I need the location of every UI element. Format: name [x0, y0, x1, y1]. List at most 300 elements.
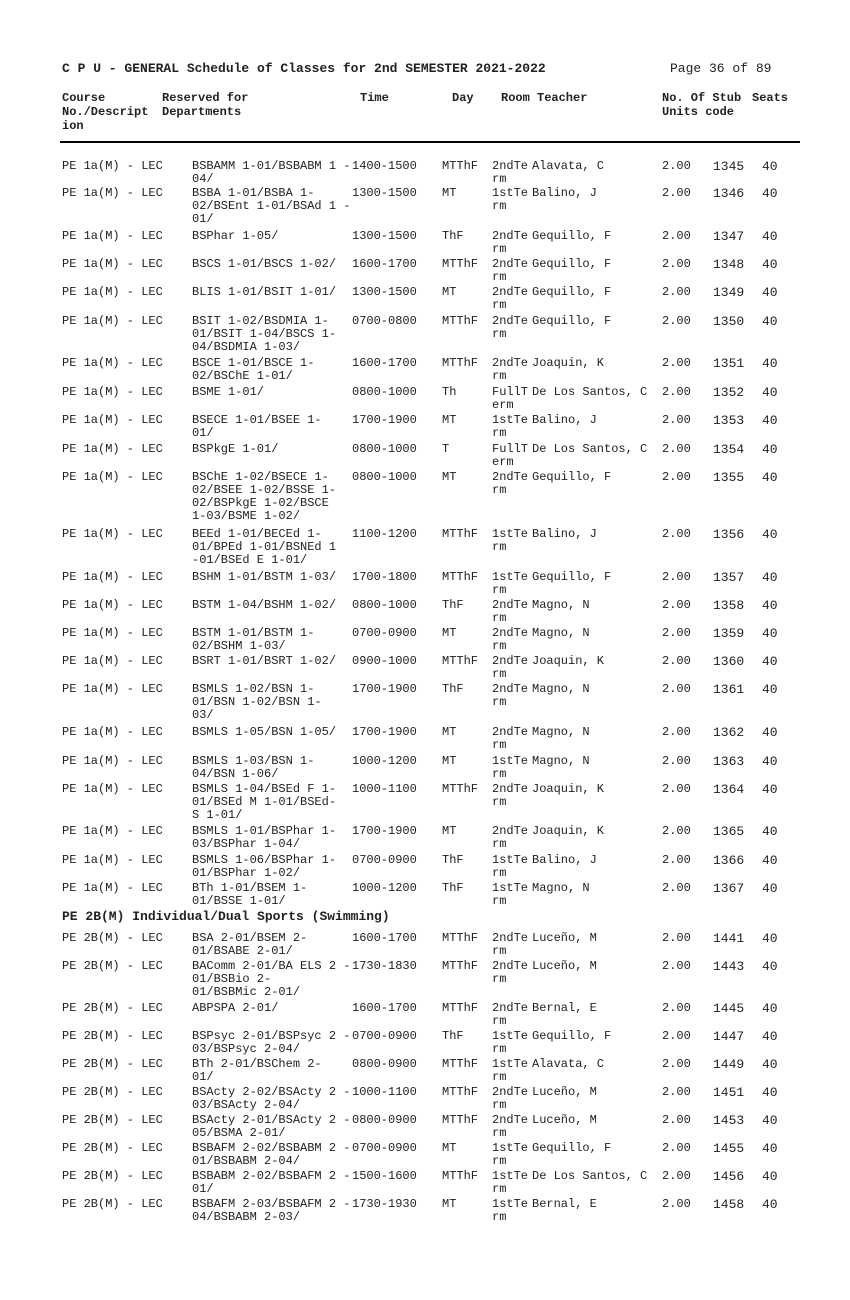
cell-time: 0800-0900	[352, 1113, 417, 1127]
cell-day: MTThF	[442, 1169, 479, 1183]
cell-course: PE 1a(M) - LEC	[62, 782, 163, 796]
col-header-day: Day	[452, 91, 474, 105]
cell-reserved: BSBAFM 2-03/BSBAFM 2 -04/BSBABM 2-03/	[192, 1197, 351, 1224]
cell-seats: 40	[762, 159, 778, 174]
cell-seats: 40	[762, 186, 778, 201]
cell-reserved: BTh 1-01/BSEM 1- 01/BSSE 1-01/	[192, 881, 308, 908]
cell-time: 1600-1700	[352, 257, 417, 271]
cell-room: FullTerm	[492, 385, 529, 412]
cell-teacher: Balino, J	[532, 186, 597, 200]
cell-room: 1stTerm	[492, 186, 529, 213]
cell-course: PE 2B(M) - LEC	[62, 1197, 163, 1211]
cell-room: 1stTerm	[492, 1197, 529, 1224]
cell-course: PE 2B(M) - LEC	[62, 931, 163, 945]
cell-room: 1stTerm	[492, 853, 529, 880]
cell-reserved: BSPkgE 1-01/	[192, 442, 279, 456]
cell-units: 2.00	[662, 782, 691, 796]
cell-reserved: BSRT 1-01/BSRT 1-02/	[192, 654, 337, 668]
cell-room: 2ndTerm	[492, 1001, 529, 1028]
cell-course: PE 2B(M) - LEC	[62, 959, 163, 973]
cell-units: 2.00	[662, 385, 691, 399]
cell-reserved: BSTM 1-04/BSHM 1-02/	[192, 598, 337, 612]
cell-code: 1346	[713, 186, 745, 201]
cell-course: PE 1a(M) - LEC	[62, 257, 163, 271]
cell-seats: 40	[762, 754, 778, 769]
cell-reserved: BSCE 1-01/BSCE 1- 02/BSChE 1-01/	[192, 356, 315, 383]
cell-units: 2.00	[662, 881, 691, 895]
cell-time: 1700-1900	[352, 682, 417, 696]
cell-code: 1366	[713, 853, 745, 868]
cell-teacher: Gequillo, F	[532, 285, 612, 299]
cell-reserved: BSCS 1-01/BSCS 1-02/	[192, 257, 337, 271]
cell-reserved: BSMLS 1-01/BSPhar 1- 03/BSPhar 1-04/	[192, 824, 337, 851]
cell-room: 2ndTerm	[492, 626, 529, 653]
cell-code: 1348	[713, 257, 745, 272]
col-header-units-code: No. Of Stub Units code	[662, 91, 742, 119]
cell-seats: 40	[762, 570, 778, 585]
cell-day: MT	[442, 413, 457, 427]
cell-course: PE 1a(M) - LEC	[62, 853, 163, 867]
cell-time: 0800-1000	[352, 598, 417, 612]
cell-units: 2.00	[662, 598, 691, 612]
cell-day: MTThF	[442, 159, 479, 173]
cell-teacher: Magno, N	[532, 881, 590, 895]
cell-seats: 40	[762, 470, 778, 485]
cell-room: 2ndTerm	[492, 959, 529, 986]
cell-units: 2.00	[662, 754, 691, 768]
cell-seats: 40	[762, 881, 778, 896]
cell-units: 2.00	[662, 1001, 691, 1015]
cell-reserved: ABPSPA 2-01/	[192, 1001, 279, 1015]
cell-code: 1350	[713, 314, 745, 329]
cell-time: 1700-1900	[352, 824, 417, 838]
cell-reserved: BSA 2-01/BSEM 2- 01/BSABE 2-01/	[192, 931, 308, 958]
cell-seats: 40	[762, 1197, 778, 1212]
cell-reserved: BSActy 2-02/BSActy 2 -03/BSActy 2-04/	[192, 1085, 351, 1112]
cell-units: 2.00	[662, 442, 691, 456]
cell-code: 1355	[713, 470, 745, 485]
cell-time: 1500-1600	[352, 1169, 417, 1183]
cell-day: MTThF	[442, 654, 479, 668]
cell-units: 2.00	[662, 1197, 691, 1211]
cell-day: MTThF	[442, 356, 479, 370]
cell-room: 1stTerm	[492, 1169, 529, 1196]
cell-room: 2ndTerm	[492, 1113, 529, 1140]
cell-units: 2.00	[662, 186, 691, 200]
cell-units: 2.00	[662, 1057, 691, 1071]
cell-reserved: BSMLS 1-04/BSEd F 1- 01/BSEd M 1-01/BSEd- S 1-01/	[192, 782, 337, 822]
cell-teacher: Balino, J	[532, 413, 597, 427]
cell-room: 2ndTerm	[492, 824, 529, 851]
cell-seats: 40	[762, 824, 778, 839]
col-header-course: Course No./Descript ion	[62, 91, 149, 133]
cell-seats: 40	[762, 285, 778, 300]
cell-seats: 40	[762, 598, 778, 613]
cell-seats: 40	[762, 314, 778, 329]
cell-teacher: Joaquin, K	[532, 356, 605, 370]
cell-time: 1700-1900	[352, 725, 417, 739]
cell-teacher: Balino, J	[532, 853, 597, 867]
cell-units: 2.00	[662, 1085, 691, 1099]
cell-day: MT	[442, 186, 457, 200]
cell-code: 1349	[713, 285, 745, 300]
cell-time: 0800-1000	[352, 442, 417, 456]
cell-seats: 40	[762, 725, 778, 740]
cell-teacher: De Los Santos, C	[532, 1169, 648, 1183]
cell-day: MTThF	[442, 782, 479, 796]
cell-time: 1300-1500	[352, 285, 417, 299]
cell-day: MTThF	[442, 314, 479, 328]
cell-code: 1456	[713, 1169, 745, 1184]
col-header-reserved: Reserved for Departments	[162, 91, 249, 119]
cell-room: 1stTerm	[492, 1029, 529, 1056]
cell-time: 1600-1700	[352, 931, 417, 945]
cell-day: MTThF	[442, 1057, 479, 1071]
cell-teacher: Gequillo, F	[532, 1141, 612, 1155]
cell-teacher: Joaquin, K	[532, 824, 605, 838]
cell-day: MT	[442, 626, 457, 640]
cell-units: 2.00	[662, 314, 691, 328]
cell-course: PE 1a(M) - LEC	[62, 413, 163, 427]
cell-code: 1358	[713, 598, 745, 613]
cell-seats: 40	[762, 1113, 778, 1128]
cell-seats: 40	[762, 527, 778, 542]
cell-time: 1730-1830	[352, 959, 417, 973]
cell-seats: 40	[762, 959, 778, 974]
cell-units: 2.00	[662, 257, 691, 271]
cell-reserved: BSChE 1-02/BSECE 1- 02/BSEE 1-02/BSSE 1- 02/BSPkgE 1-02/BSCE 1-03/BSME 1-02/	[192, 470, 337, 523]
cell-units: 2.00	[662, 931, 691, 945]
cell-day: MTThF	[442, 1001, 479, 1015]
cell-course: PE 1a(M) - LEC	[62, 229, 163, 243]
cell-teacher: Gequillo, F	[532, 470, 612, 484]
cell-teacher: Gequillo, F	[532, 257, 612, 271]
cell-time: 0800-0900	[352, 1057, 417, 1071]
cell-course: PE 1a(M) - LEC	[62, 754, 163, 768]
cell-day: ThF	[442, 881, 464, 895]
cell-course: PE 1a(M) - LEC	[62, 626, 163, 640]
cell-teacher: De Los Santos, C	[532, 385, 648, 399]
cell-teacher: De Los Santos, C	[532, 442, 648, 456]
cell-reserved: BSECE 1-01/BSEE 1- 01/	[192, 413, 322, 440]
cell-course: PE 1a(M) - LEC	[62, 570, 163, 584]
cell-time: 0900-1000	[352, 654, 417, 668]
cell-code: 1449	[713, 1057, 745, 1072]
cell-reserved: BSBABM 2-02/BSBAFM 2 -01/	[192, 1169, 351, 1196]
cell-time: 1000-1100	[352, 1085, 417, 1099]
cell-code: 1441	[713, 931, 745, 946]
cell-code: 1351	[713, 356, 745, 371]
cell-course: PE 1a(M) - LEC	[62, 598, 163, 612]
cell-seats: 40	[762, 1141, 778, 1156]
cell-course: PE 1a(M) - LEC	[62, 159, 163, 173]
cell-day: MT	[442, 470, 457, 484]
cell-course: PE 1a(M) - LEC	[62, 824, 163, 838]
cell-day: MTThF	[442, 1113, 479, 1127]
cell-room: 2ndTerm	[492, 1085, 529, 1112]
cell-room: 2ndTerm	[492, 598, 529, 625]
cell-teacher: Alavata, C	[532, 159, 605, 173]
cell-time: 0700-0900	[352, 1141, 417, 1155]
cell-reserved: BSHM 1-01/BSTM 1-03/	[192, 570, 337, 584]
cell-code: 1451	[713, 1085, 745, 1100]
cell-room: 2ndTerm	[492, 285, 529, 312]
cell-code: 1453	[713, 1113, 745, 1128]
cell-room: 1stTerm	[492, 570, 529, 597]
cell-time: 1000-1200	[352, 754, 417, 768]
cell-teacher: Luceño, M	[532, 959, 597, 973]
cell-units: 2.00	[662, 1113, 691, 1127]
cell-units: 2.00	[662, 356, 691, 370]
cell-room: 2ndTerm	[492, 782, 529, 809]
cell-teacher: Joaquin, K	[532, 654, 605, 668]
cell-teacher: Balino, J	[532, 527, 597, 541]
cell-units: 2.00	[662, 1169, 691, 1183]
cell-room: 2ndTerm	[492, 159, 529, 186]
cell-teacher: Alavata, C	[532, 1057, 605, 1071]
cell-units: 2.00	[662, 824, 691, 838]
cell-reserved: BSME 1-01/	[192, 385, 265, 399]
cell-units: 2.00	[662, 853, 691, 867]
cell-code: 1356	[713, 527, 745, 542]
cell-course: PE 2B(M) - LEC	[62, 1001, 163, 1015]
cell-seats: 40	[762, 931, 778, 946]
cell-reserved: BSMLS 1-06/BSPhar 1- 01/BSPhar 1-02/	[192, 853, 337, 880]
cell-day: Th	[442, 385, 457, 399]
cell-teacher: Magno, N	[532, 598, 590, 612]
cell-code: 1347	[713, 229, 745, 244]
cell-time: 0700-0900	[352, 853, 417, 867]
cell-reserved: BSBAMM 1-01/BSBABM 1 -04/	[192, 159, 351, 186]
cell-course: PE 1a(M) - LEC	[62, 527, 163, 541]
cell-code: 1360	[713, 654, 745, 669]
cell-time: 1700-1900	[352, 413, 417, 427]
cell-seats: 40	[762, 1001, 778, 1016]
cell-day: MT	[442, 285, 457, 299]
cell-seats: 40	[762, 1085, 778, 1100]
cell-time: 1700-1800	[352, 570, 417, 584]
cell-teacher: Bernal, E	[532, 1197, 597, 1211]
cell-seats: 40	[762, 853, 778, 868]
cell-seats: 40	[762, 356, 778, 371]
cell-room: 2ndTerm	[492, 470, 529, 497]
col-header-seats: Seats	[752, 91, 789, 105]
cell-code: 1357	[713, 570, 745, 585]
cell-day: MT	[442, 754, 457, 768]
cell-teacher: Luceño, M	[532, 931, 597, 945]
cell-time: 1300-1500	[352, 186, 417, 200]
cell-units: 2.00	[662, 159, 691, 173]
cell-course: PE 1a(M) - LEC	[62, 314, 163, 328]
cell-code: 1445	[713, 1001, 745, 1016]
cell-units: 2.00	[662, 570, 691, 584]
cell-day: MTThF	[442, 257, 479, 271]
cell-seats: 40	[762, 257, 778, 272]
cell-units: 2.00	[662, 1141, 691, 1155]
cell-reserved: BEEd 1-01/BECEd 1- 01/BPEd 1-01/BSNEd 1 -01/BSEd E 1-01/	[192, 527, 337, 567]
cell-day: ThF	[442, 682, 464, 696]
cell-seats: 40	[762, 682, 778, 697]
cell-room: 2ndTerm	[492, 931, 529, 958]
cell-room: 2ndTerm	[492, 654, 529, 681]
cell-room: 1stTerm	[492, 881, 529, 908]
cell-reserved: BSTM 1-01/BSTM 1- 02/BSHM 1-03/	[192, 626, 315, 653]
cell-units: 2.00	[662, 654, 691, 668]
cell-time: 1730-1930	[352, 1197, 417, 1211]
cell-course: PE 1a(M) - LEC	[62, 356, 163, 370]
cell-reserved: BSIT 1-02/BSDMIA 1- 01/BSIT 1-04/BSCS 1- 04/BSDMIA 1-03/	[192, 314, 337, 354]
cell-seats: 40	[762, 413, 778, 428]
cell-code: 1353	[713, 413, 745, 428]
cell-room: 1stTerm	[492, 754, 529, 781]
cell-course: PE 1a(M) - LEC	[62, 186, 163, 200]
col-header-time: Time	[360, 91, 389, 105]
cell-units: 2.00	[662, 413, 691, 427]
cell-code: 1359	[713, 626, 745, 641]
cell-teacher: Luceño, M	[532, 1085, 597, 1099]
cell-units: 2.00	[662, 229, 691, 243]
cell-room: 2ndTerm	[492, 725, 529, 752]
cell-time: 0800-1000	[352, 470, 417, 484]
cell-time: 1000-1100	[352, 782, 417, 796]
cell-reserved: BLIS 1-01/BSIT 1-01/	[192, 285, 337, 299]
cell-day: ThF	[442, 229, 464, 243]
cell-reserved: BSBAFM 2-02/BSBABM 2 -01/BSBABM 2-04/	[192, 1141, 351, 1168]
cell-code: 1352	[713, 385, 745, 400]
cell-course: PE 1a(M) - LEC	[62, 725, 163, 739]
cell-code: 1443	[713, 959, 745, 974]
cell-day: MT	[442, 1141, 457, 1155]
cell-teacher: Luceño, M	[532, 1113, 597, 1127]
cell-reserved: BSPsyc 2-01/BSPsyc 2 -03/BSPsyc 2-04/	[192, 1029, 351, 1056]
cell-day: MTThF	[442, 959, 479, 973]
page-number: Page 36 of 89	[670, 61, 772, 76]
cell-units: 2.00	[662, 470, 691, 484]
cell-room: 1stTerm	[492, 1141, 529, 1168]
cell-seats: 40	[762, 626, 778, 641]
cell-day: MTThF	[442, 931, 479, 945]
cell-course: PE 1a(M) - LEC	[62, 654, 163, 668]
cell-day: ThF	[442, 853, 464, 867]
cell-course: PE 2B(M) - LEC	[62, 1029, 163, 1043]
cell-teacher: Bernal, E	[532, 1001, 597, 1015]
cell-time: 1300-1500	[352, 229, 417, 243]
cell-course: PE 1a(M) - LEC	[62, 881, 163, 895]
cell-seats: 40	[762, 1169, 778, 1184]
cell-code: 1362	[713, 725, 745, 740]
cell-teacher: Gequillo, F	[532, 314, 612, 328]
cell-time: 0700-0800	[352, 314, 417, 328]
cell-reserved: BTh 2-01/BSChem 2- 01/	[192, 1057, 322, 1084]
cell-room: FullTerm	[492, 442, 529, 469]
cell-teacher: Gequillo, F	[532, 229, 612, 243]
cell-day: T	[442, 442, 450, 456]
cell-units: 2.00	[662, 285, 691, 299]
cell-room: 2ndTerm	[492, 356, 529, 383]
cell-course: PE 1a(M) - LEC	[62, 385, 163, 399]
cell-room: 2ndTerm	[492, 682, 529, 709]
cell-seats: 40	[762, 782, 778, 797]
cell-teacher: Magno, N	[532, 754, 590, 768]
cell-time: 1600-1700	[352, 1001, 417, 1015]
cell-day: MTThF	[442, 570, 479, 584]
cell-seats: 40	[762, 654, 778, 669]
cell-time: 0700-0900	[352, 626, 417, 640]
cell-day: ThF	[442, 598, 464, 612]
document-title: C P U - GENERAL Schedule of Classes for 2nd SEMESTER 2021-2022	[62, 61, 546, 76]
cell-seats: 40	[762, 442, 778, 457]
cell-course: PE 2B(M) - LEC	[62, 1141, 163, 1155]
cell-day: MTThF	[442, 527, 479, 541]
cell-day: MT	[442, 725, 457, 739]
cell-seats: 40	[762, 1057, 778, 1072]
cell-course: PE 1a(M) - LEC	[62, 285, 163, 299]
cell-time: 1000-1200	[352, 881, 417, 895]
cell-units: 2.00	[662, 682, 691, 696]
cell-code: 1354	[713, 442, 745, 457]
cell-time: 1400-1500	[352, 159, 417, 173]
cell-reserved: BSMLS 1-03/BSN 1- 04/BSN 1-06/	[192, 754, 315, 781]
cell-teacher: Magno, N	[532, 626, 590, 640]
cell-units: 2.00	[662, 1029, 691, 1043]
cell-reserved: BSBA 1-01/BSBA 1- 02/BSEnt 1-01/BSAd 1 -01/	[192, 186, 351, 226]
cell-code: 1447	[713, 1029, 745, 1044]
cell-units: 2.00	[662, 725, 691, 739]
cell-reserved: BSPhar 1-05/	[192, 229, 279, 243]
cell-room: 1stTerm	[492, 1057, 529, 1084]
col-header-room-teacher: Room Teacher	[501, 91, 588, 105]
header-divider	[60, 141, 800, 143]
cell-room: 2ndTerm	[492, 314, 529, 341]
cell-course: PE 2B(M) - LEC	[62, 1113, 163, 1127]
cell-course: PE 1a(M) - LEC	[62, 442, 163, 456]
cell-reserved: BSMLS 1-02/BSN 1- 01/BSN 1-02/BSN 1- 03/	[192, 682, 322, 722]
cell-code: 1361	[713, 682, 745, 697]
cell-day: ThF	[442, 1029, 464, 1043]
cell-reserved: BSActy 2-01/BSActy 2 -05/BSMA 2-01/	[192, 1113, 351, 1140]
cell-seats: 40	[762, 1029, 778, 1044]
cell-time: 0800-1000	[352, 385, 417, 399]
cell-room: 2ndTerm	[492, 229, 529, 256]
cell-course: PE 1a(M) - LEC	[62, 470, 163, 484]
cell-seats: 40	[762, 229, 778, 244]
cell-course: PE 1a(M) - LEC	[62, 682, 163, 696]
cell-teacher: Joaquin, K	[532, 782, 605, 796]
cell-units: 2.00	[662, 626, 691, 640]
cell-room: 1stTerm	[492, 527, 529, 554]
cell-course: PE 2B(M) - LEC	[62, 1169, 163, 1183]
cell-code: 1345	[713, 159, 745, 174]
cell-time: 1600-1700	[352, 356, 417, 370]
cell-course: PE 2B(M) - LEC	[62, 1085, 163, 1099]
cell-time: 0700-0900	[352, 1029, 417, 1043]
cell-code: 1455	[713, 1141, 745, 1156]
cell-course: PE 2B(M) - LEC	[62, 1057, 163, 1071]
cell-reserved: BAComm 2-01/BA ELS 2 -01/BSBio 2- 01/BSBMic 2-01/	[192, 959, 351, 999]
cell-code: 1363	[713, 754, 745, 769]
cell-code: 1364	[713, 782, 745, 797]
cell-day: MT	[442, 824, 457, 838]
cell-code: 1458	[713, 1197, 745, 1212]
cell-units: 2.00	[662, 959, 691, 973]
cell-teacher: Gequillo, F	[532, 570, 612, 584]
cell-day: MTThF	[442, 1085, 479, 1099]
cell-reserved: BSMLS 1-05/BSN 1-05/	[192, 725, 337, 739]
cell-teacher: Magno, N	[532, 682, 590, 696]
cell-units: 2.00	[662, 527, 691, 541]
cell-code: 1367	[713, 881, 745, 896]
cell-room: 1stTerm	[492, 413, 529, 440]
